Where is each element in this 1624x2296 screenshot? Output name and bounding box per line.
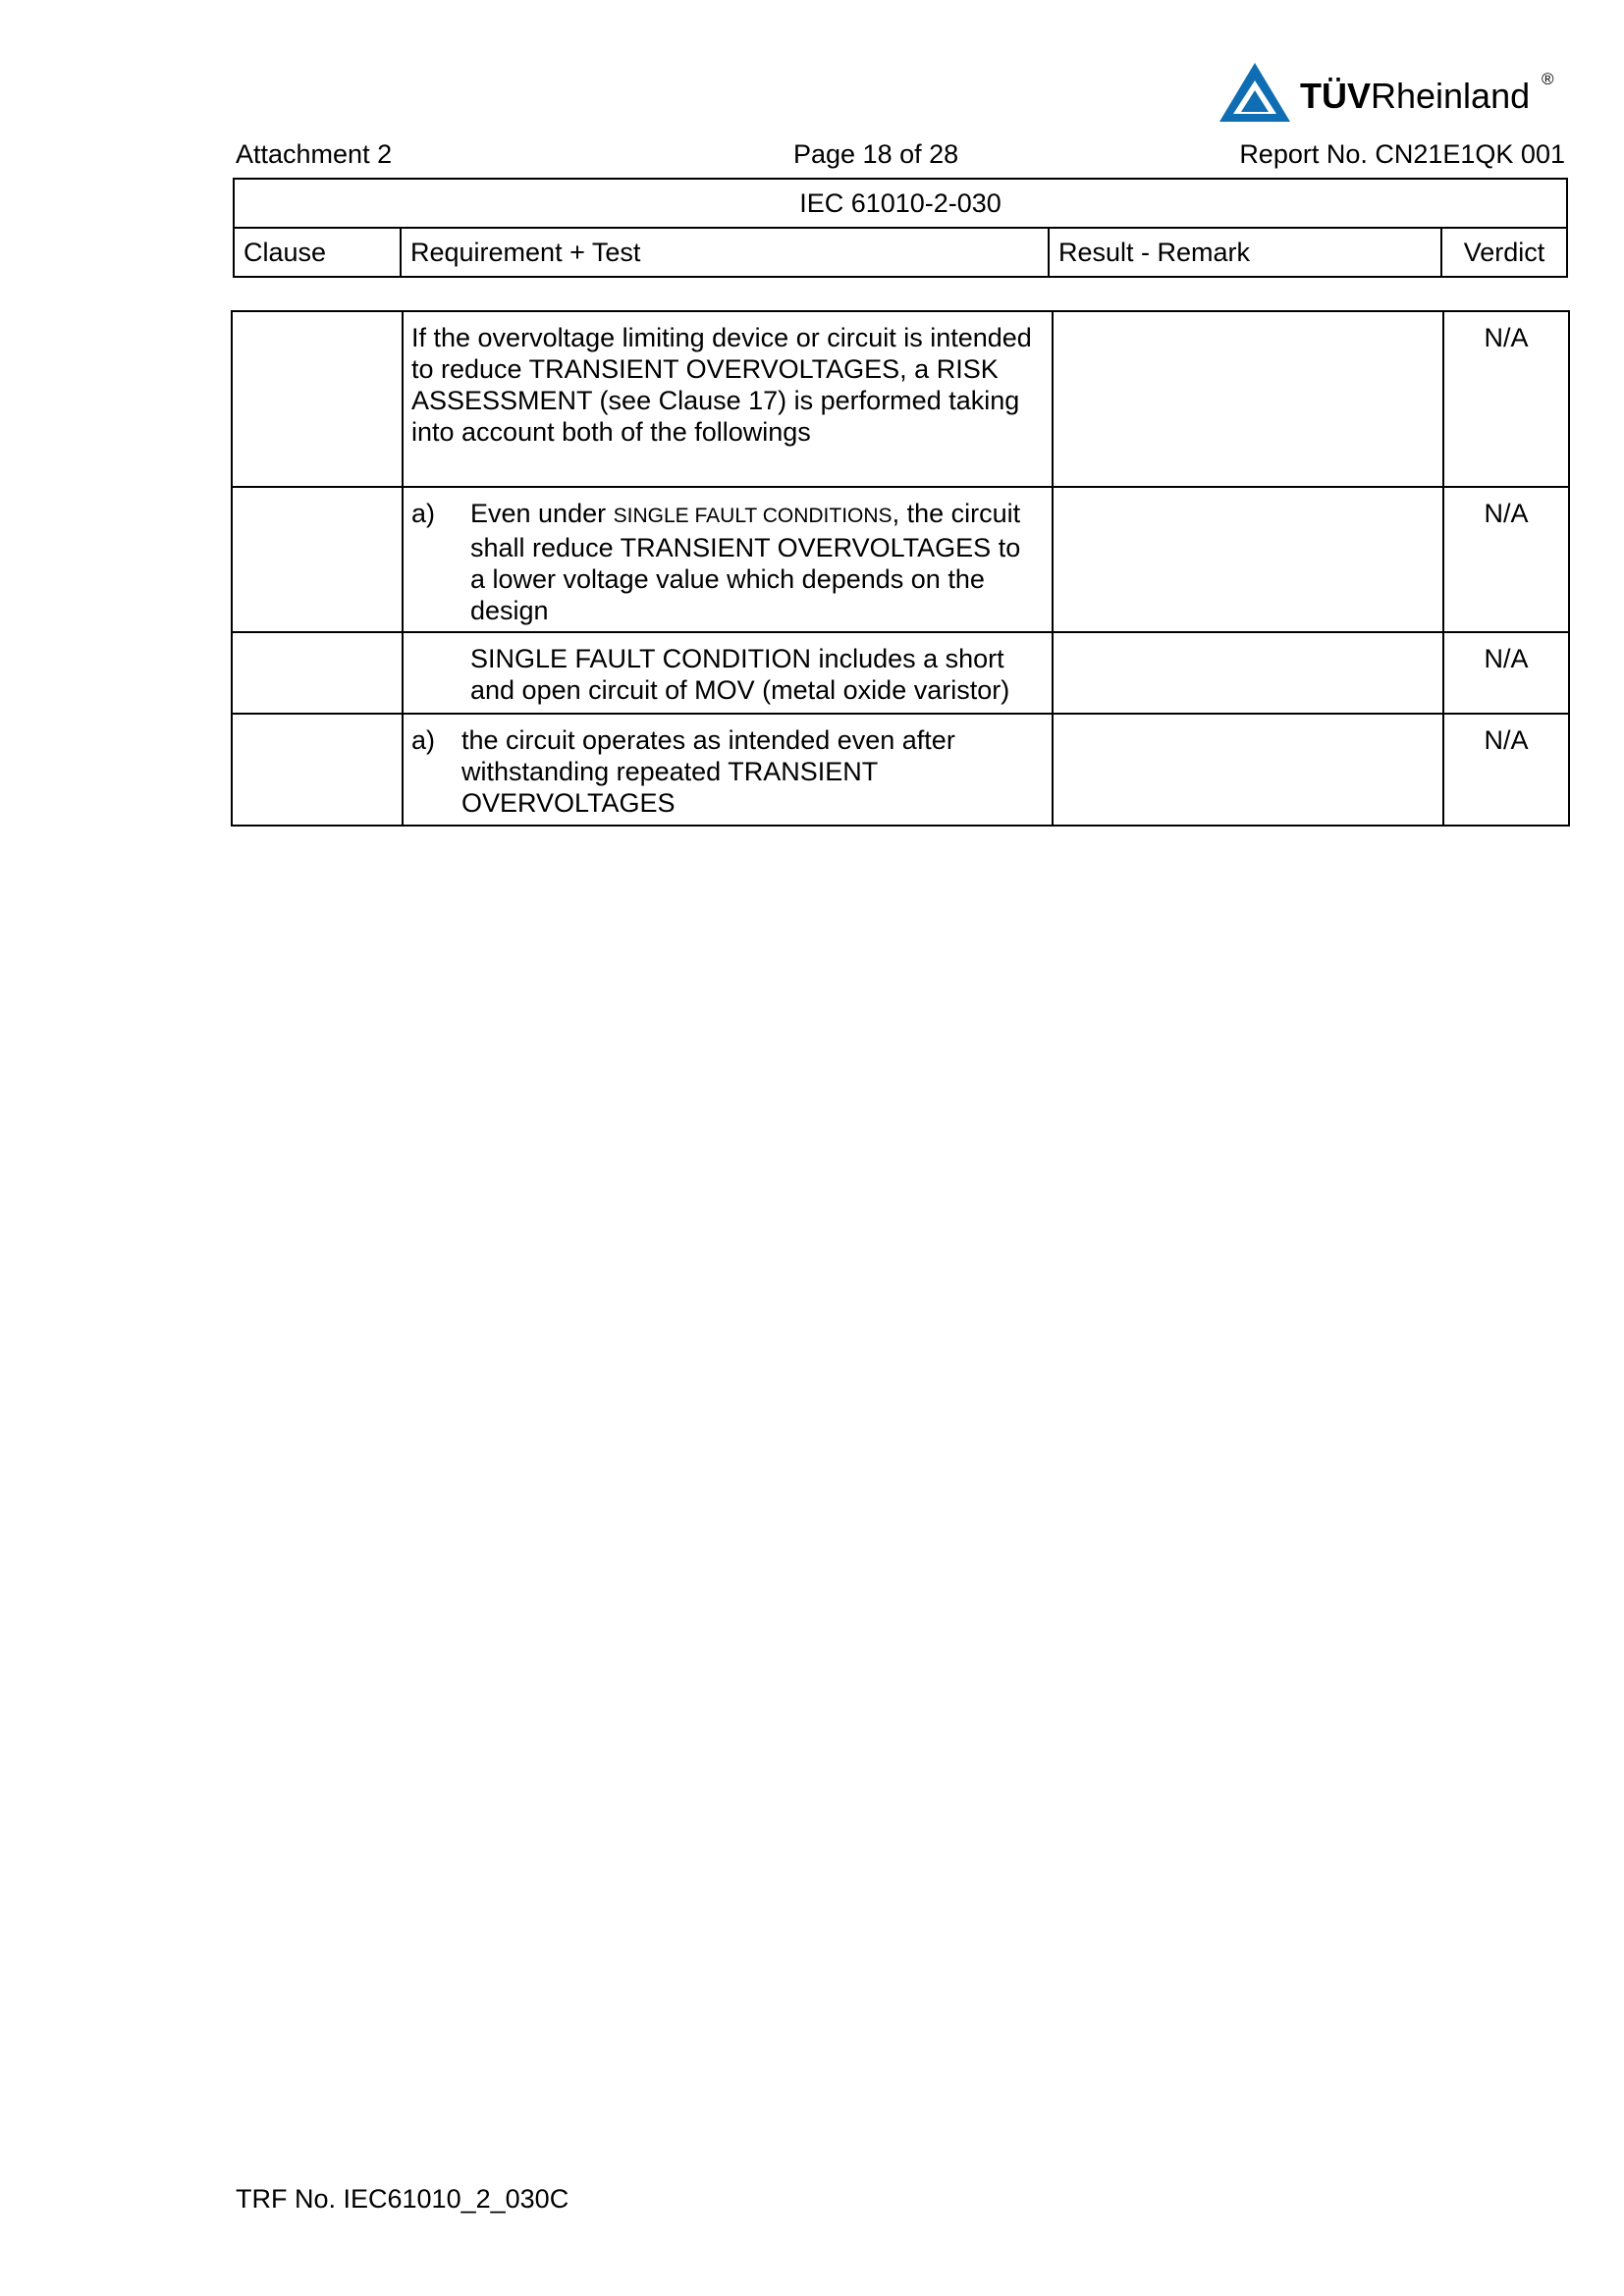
column-header-clause: Clause [234, 228, 401, 277]
result-cell [1053, 632, 1443, 714]
verdict-cell: N/A [1443, 311, 1569, 487]
trf-number: TRF No. IEC61010_2_030C [236, 2184, 569, 2214]
requirements-table [231, 310, 1570, 827]
result-cell [1053, 714, 1443, 826]
table-row [232, 311, 1569, 487]
result-cell [1053, 487, 1443, 632]
requirement-cell [403, 632, 1053, 714]
list-item [411, 498, 1042, 626]
page-number: Page 18 of 28 [793, 139, 959, 169]
column-header-result: Result - Remark [1049, 228, 1441, 277]
tuv-rheinland-logo [1218, 61, 1566, 126]
table-row [232, 487, 1569, 632]
requirement-cell: If the overvoltage limiting device or circuit is intended to reduce TRANSIENT OVERVOLTAGES, a RISK ASSESSMENT (see Clause 17) is performed taking into account both of the followings [403, 311, 1053, 487]
standard-header-table [233, 178, 1568, 278]
list-marker: a) [411, 499, 436, 528]
clause-cell [232, 487, 403, 632]
table-row [232, 632, 1569, 714]
table-row [232, 714, 1569, 826]
clause-cell [232, 632, 403, 714]
report-number: Report No. CN21E1QK 001 [1239, 139, 1565, 169]
clause-cell [232, 714, 403, 826]
list-marker: a) [411, 725, 436, 755]
list-text: the circuit operates as intended even after withstanding repeated TRANSIENT OVERVOLTAGES [461, 725, 955, 818]
verdict-cell: N/A [1443, 714, 1569, 826]
requirement-cell [403, 487, 1053, 632]
tuv-triangle-icon [1218, 61, 1292, 126]
column-header-requirement: Requirement + Test [401, 228, 1049, 277]
list-text: Even under SINGLE FAULT CONDITIONS, the circuit shall reduce TRANSIENT OVERVOLTAGES to a lower voltage value which depends on the design [470, 499, 1021, 625]
list-item [411, 724, 1042, 819]
registered-mark: ® [1542, 70, 1554, 88]
note-text: SINGLE FAULT CONDITION includes a short and open circuit of MOV (metal oxide varistor) [470, 644, 1010, 705]
clause-cell [232, 311, 403, 487]
attachment-label: Attachment 2 [236, 139, 393, 169]
verdict-cell: N/A [1443, 487, 1569, 632]
standard-title: IEC 61010-2-030 [234, 179, 1567, 228]
requirement-cell [403, 714, 1053, 826]
result-cell [1053, 311, 1443, 487]
logo-wordmark: TÜVRheinland [1300, 76, 1531, 116]
column-header-verdict: Verdict [1441, 228, 1567, 277]
verdict-cell: N/A [1443, 632, 1569, 714]
